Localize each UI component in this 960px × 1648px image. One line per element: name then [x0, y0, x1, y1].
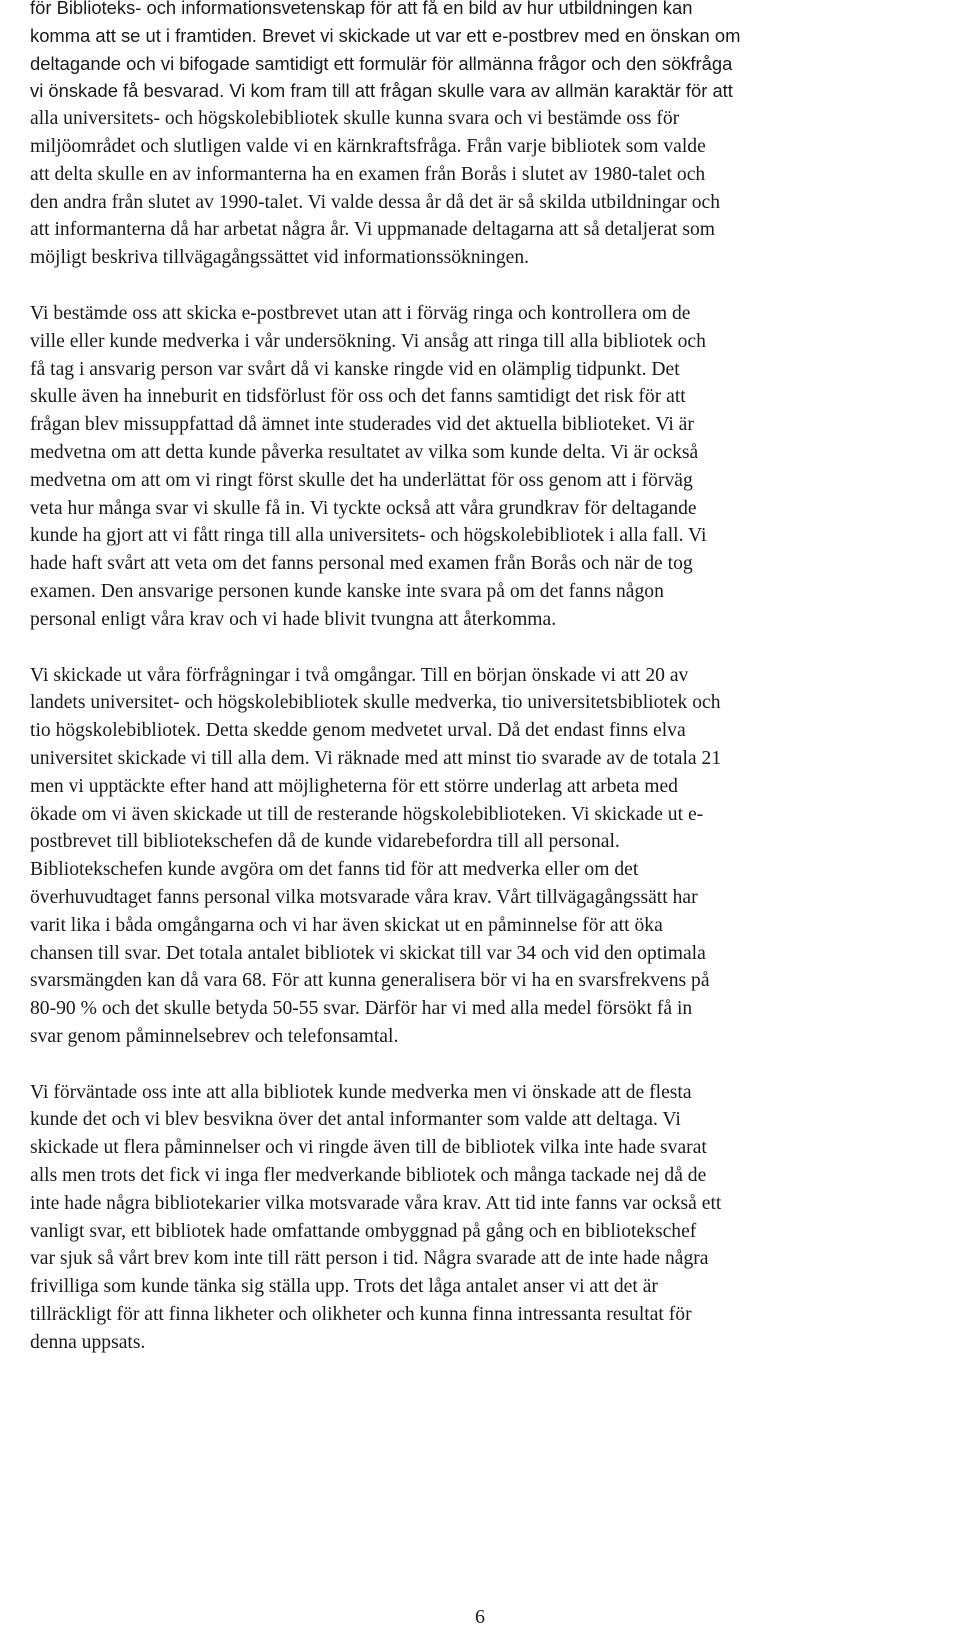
- text-line: alla universitets- och högskolebibliotek skulle kunna svara och vi bestämde oss för: [30, 108, 680, 130]
- text-line: tio högskolebibliotek. Detta skedde genom medvetet urval. Då det endast finns elva: [30, 720, 686, 742]
- paragraph: [30, 1079, 942, 1357]
- text-line: Vi förväntade oss inte att alla bibliotek kunde medverka men vi önskade att de flesta: [30, 1081, 692, 1103]
- text-line: för Biblioteks- och informationsvetenskap för att få en bild av hur utbildningen kan: [30, 0, 693, 18]
- paragraph: [30, 300, 942, 634]
- text-line: överhuvudtaget fanns personal vilka motsvarade våra krav. Vårt tillvägagångssätt har: [30, 886, 698, 908]
- text-line: personal enligt våra krav och vi hade blivit tvungna att återkomma.: [30, 608, 557, 630]
- text-line: universitet skickade vi till alla dem. Vi räknade med att minst tio svarade av de totala 21: [30, 747, 722, 769]
- text-line: vi önskade få besvarad. Vi kom fram till att frågan skulle vara av allmän karaktär för att: [30, 80, 733, 102]
- text-line: svarsmängden kan då vara 68. För att kunna generalisera bör vi ha en svarsfrekvens på: [30, 970, 710, 992]
- text-line: kunde det och vi blev besvikna över det antal informanter som valde att deltaga. Vi: [30, 1109, 681, 1131]
- text-line: vanligt svar, ett bibliotek hade omfattande ombyggnad på gång och en bibliotekschef: [30, 1220, 697, 1242]
- text-line: inte hade några bibliotekarier vilka motsvarade våra krav. Att tid inte fanns var också ett: [30, 1192, 722, 1214]
- text-line: att delta skulle en av informanterna ha en examen från Borås i slutet av 1980-talet och: [30, 163, 706, 185]
- page-number: 6: [475, 1606, 485, 1628]
- text-line: 80-90 % och det skulle betyda 50-55 svar. Därför har vi med alla medel försökt få in: [30, 998, 693, 1020]
- text-line: frivilliga som kunde tänka sig ställa upp. Trots det låga antalet anser vi att det är: [30, 1276, 658, 1298]
- text-line: hade haft svårt att veta om det fanns personal med examen från Borås och när de tog: [30, 553, 693, 575]
- text-line: att informanterna då har arbetat några år. Vi uppmanade deltagarna att så detaljerat som: [30, 219, 716, 241]
- text-line: komma att se ut i framtiden. Brevet vi skickade ut var ett e-postbrev med en önskan om: [30, 24, 741, 46]
- text-line: kunde ha gjort att vi fått ringa till alla universitets- och högskolebibliotek i alla fall. Vi: [30, 525, 707, 547]
- text-line: medvetna om att om vi ringt först skulle det ha underlättat för oss genom att i förväg: [30, 469, 693, 491]
- text-line: frågan blev missuppfattad då ämnet inte studerades vid det aktuella biblioteket. Vi är: [30, 414, 694, 436]
- text-line: den andra från slutet av 1990-talet. Vi valde dessa år då det är så skilda utbildningar och: [30, 191, 720, 213]
- text-line: chansen till svar. Det totala antalet bibliotek vi skickat till var 34 och vid den optimala: [30, 942, 706, 964]
- text-line: men vi upptäckte efter hand att möjligheterna för ett större underlag att arbeta med: [30, 775, 678, 797]
- text-line: landets universitet- och högskolebibliotek skulle medverka, tio universitetsbibliotek och: [30, 692, 721, 714]
- text-line: alls men trots det fick vi inga fler medverkande bibliotek och många tackade nej då de: [30, 1165, 707, 1187]
- text-line: var sjuk så vårt brev kom inte till rätt person i tid. Några svarade att de inte hade några: [30, 1248, 709, 1270]
- text-line: tillräckligt för att finna likheter och olikheter och kunna finna intressanta resultat för: [30, 1304, 692, 1326]
- text-line: skulle även ha inneburit en tidsförlust för oss och det fanns samtidigt det risk för att: [30, 386, 686, 408]
- text-line: möjligt beskriva tillvägagångssättet vid informationssökningen.: [30, 247, 530, 269]
- body-text: [30, 0, 942, 1385]
- text-line: postbrevet till bibliotekschefen då de kunde vidarebefordra till all personal.: [30, 831, 620, 853]
- text-line: ökade om vi även skickade ut till de resterande högskolebiblioteken. Vi skickade ut e-: [30, 803, 704, 825]
- text-line: Bibliotekschefen kunde avgöra om det fanns tid för att medverka eller om det: [30, 859, 639, 881]
- text-line: Vi bestämde oss att skicka e-postbrevet utan att i förväg ringa och kontrollera om de: [30, 302, 691, 324]
- text-line: ville eller kunde medverka i vår undersökning. Vi ansåg att ringa till alla bibliotek och: [30, 330, 706, 352]
- text-line: deltagande och vi bifogade samtidigt ett formulär för allmänna frågor och den sökfråga: [30, 52, 733, 74]
- text-line: miljöområdet och slutligen valde vi en kärnkraftsfråga. Från varje bibliotek som valde: [30, 135, 706, 157]
- text-line: få tag i ansvarig person var svårt då vi kanske ringde vid en olämplig tidpunkt. Det: [30, 358, 680, 380]
- text-line: svar genom påminnelsebrev och telefonsamtal.: [30, 1025, 399, 1047]
- text-line: denna uppsats.: [30, 1331, 146, 1353]
- text-line: skickade ut flera påminnelser och vi ringde även till de bibliotek vilka inte hade svarat: [30, 1137, 707, 1159]
- text-line: medvetna om att detta kunde påverka resultatet av vilka som kunde delta. Vi är också: [30, 441, 699, 463]
- text-line: varit lika i båda omgångarna och vi har även skickat ut en påminnelse för att öka: [30, 914, 663, 936]
- text-line: Vi skickade ut våra förfrågningar i två omgångar. Till en början önskade vi att 20 av: [30, 664, 689, 686]
- text-line: examen. Den ansvarige personen kunde kanske inte svara på om det fanns någon: [30, 580, 664, 602]
- paragraph: [30, 662, 942, 1051]
- text-line: veta hur många svar vi skulle få in. Vi tyckte också att våra grundkrav för deltagande: [30, 497, 697, 519]
- paragraph: [30, 0, 942, 272]
